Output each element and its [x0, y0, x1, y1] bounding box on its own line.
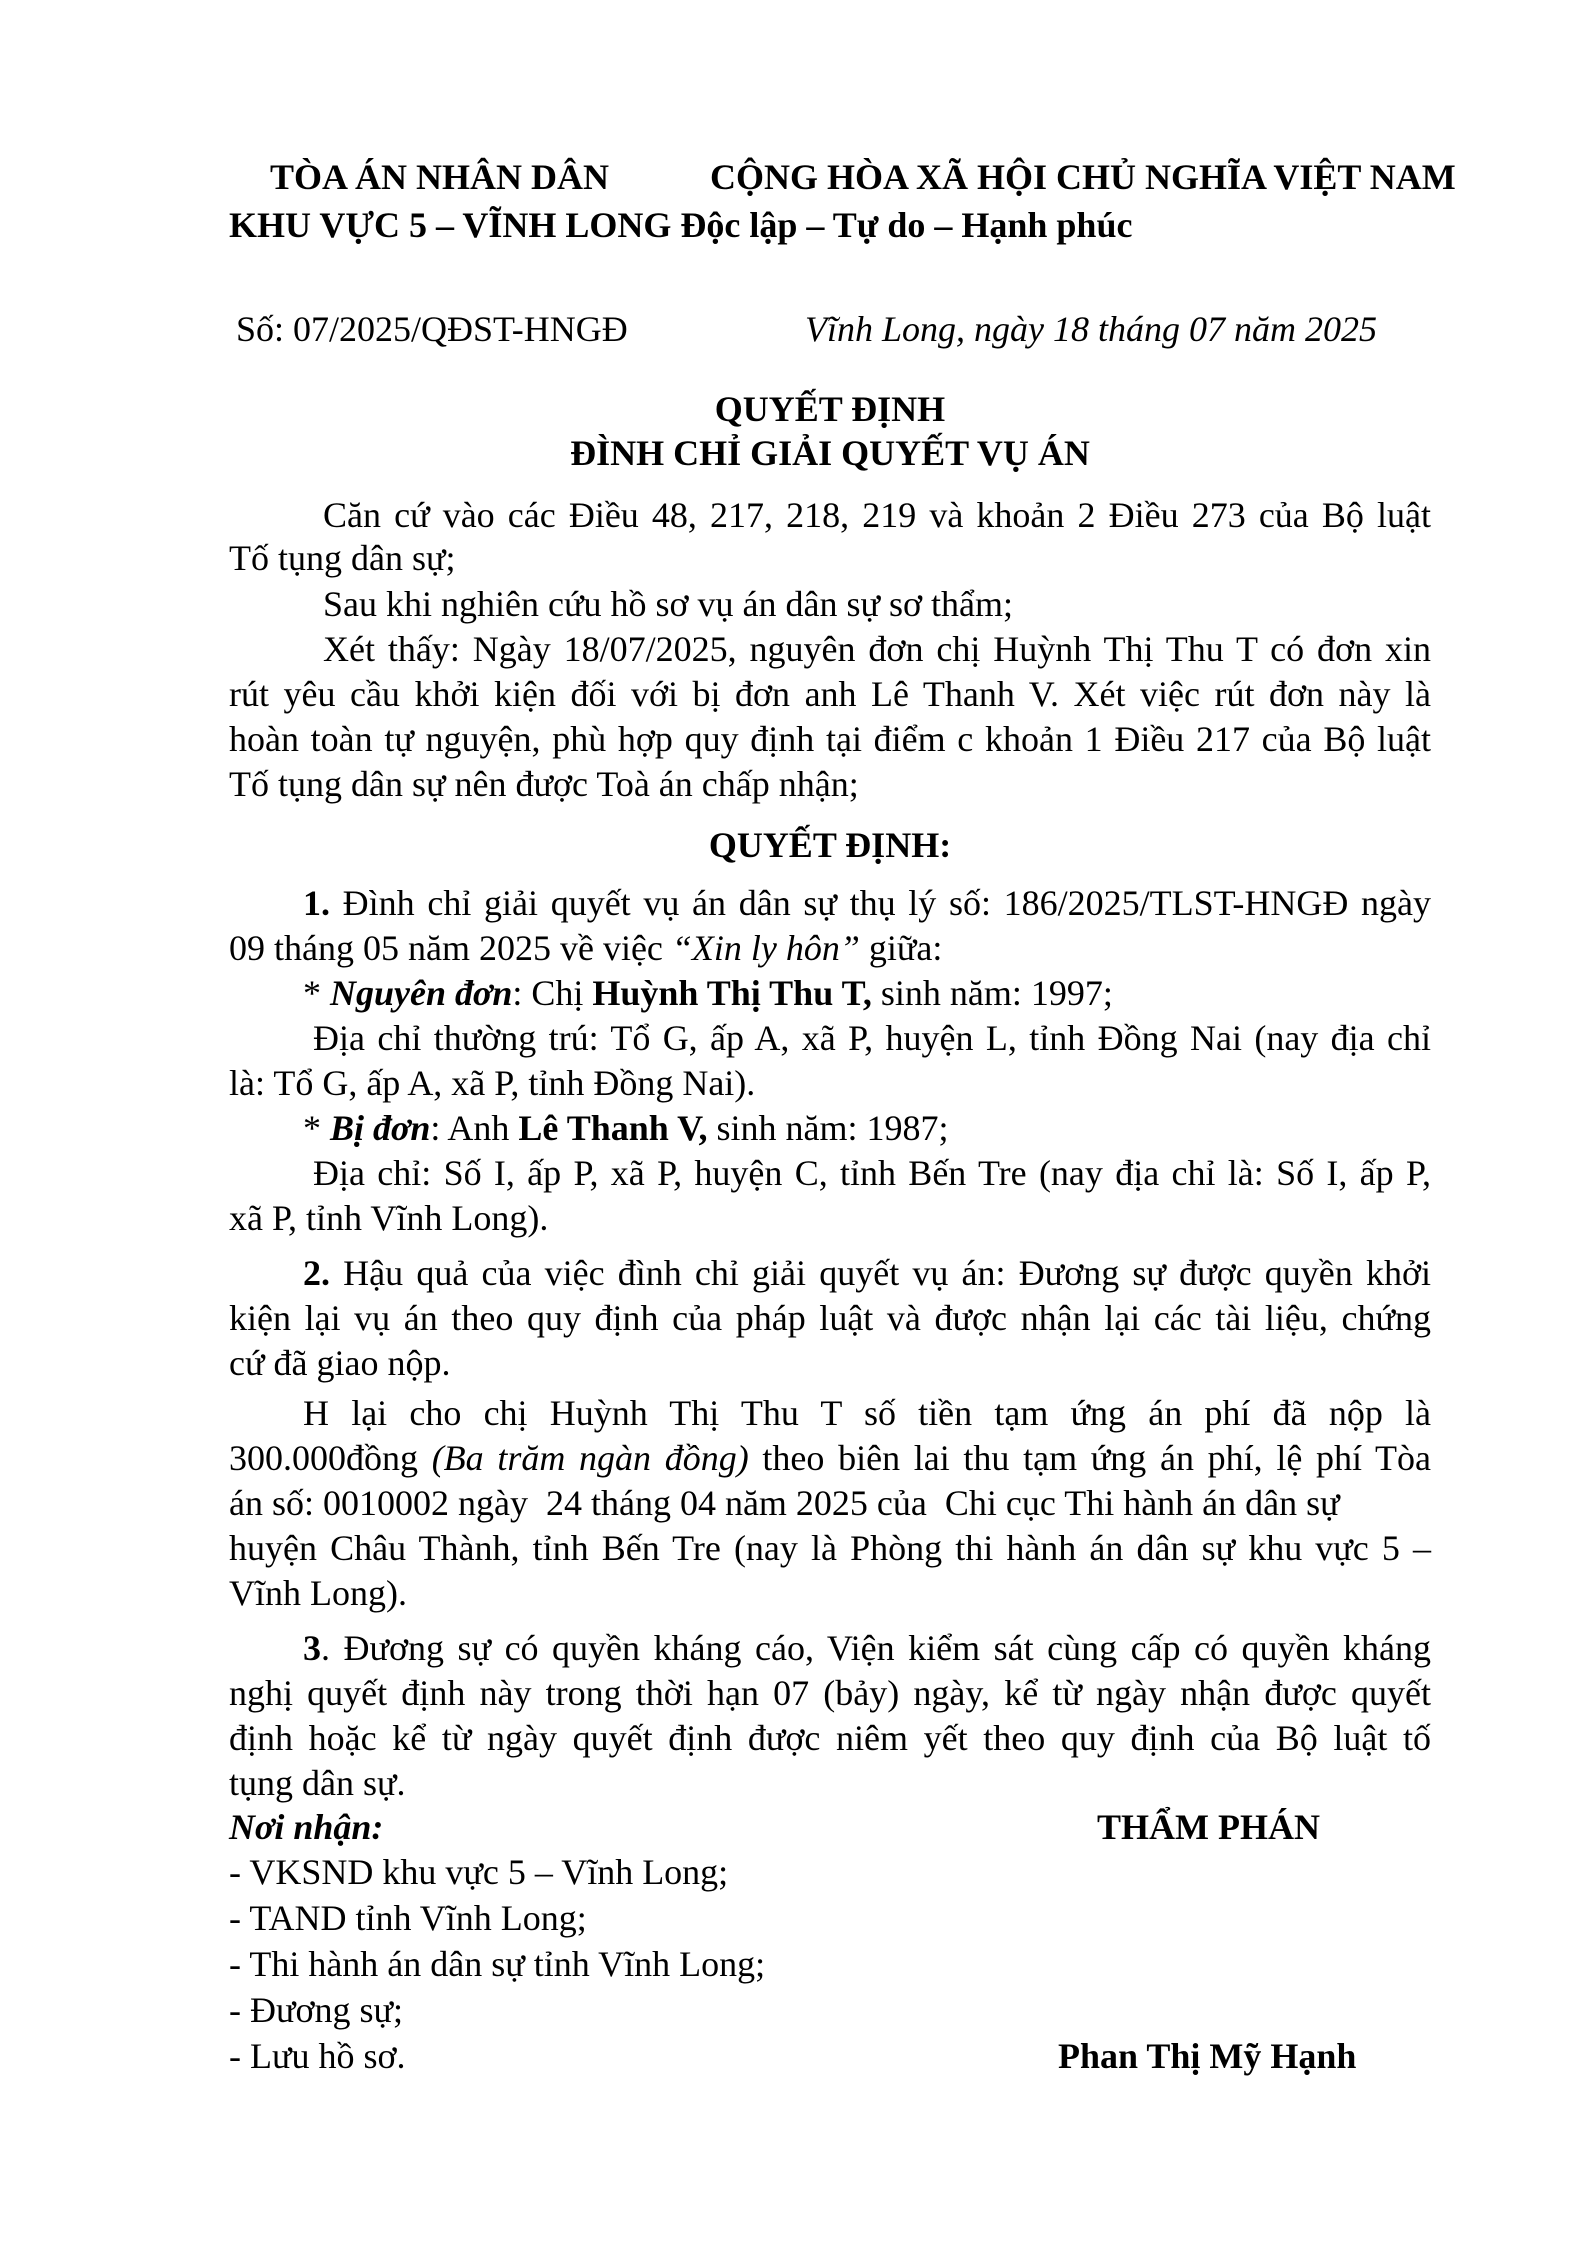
- court-region-text: KHU VỰC 5 – VĨNH LONG: [229, 205, 672, 245]
- item3-line1: [303, 1627, 1431, 1669]
- refund-line4: huyện Châu Thành, tỉnh Bến Tre (nay là Phòng thi hành án dân sự khu vực 5 –: [229, 1528, 1431, 1568]
- refund-line5: Vĩnh Long).: [229, 1573, 407, 1613]
- defendant-address-line1: Địa chỉ: Số I, ấp P, xã P, huyện C, tỉnh Bến Tre (nay địa chỉ là: Số I, ấp P,: [313, 1153, 1431, 1193]
- plaintiff-prefix: : Chị: [512, 973, 593, 1013]
- recipients-label: Nơi nhận:: [229, 1807, 384, 1847]
- item1-case-date: 09 tháng 05 năm 2025 về việc: [229, 928, 672, 968]
- item2-line3: cứ đã giao nộp.: [229, 1343, 451, 1383]
- item3-line4: tụng dân sự.: [229, 1763, 406, 1803]
- item1-case-subject: “Xin ly hôn”: [671, 928, 860, 968]
- refund-line2: [229, 1437, 1431, 1479]
- preamble-finding-line2: rút yêu cầu khởi kiện đối với bị đơn anh Lê Thanh V. Xét việc rút đơn này là: [229, 674, 1431, 714]
- plaintiff-address-line2: là: Tổ G, ấp A, xã P, tỉnh Đồng Nai).: [229, 1063, 756, 1103]
- defendant-name: Lê Thanh V,: [518, 1108, 708, 1148]
- recipient-item: - Lưu hồ sơ.: [229, 2036, 406, 2076]
- republic-name: CỘNG HÒA XÃ HỘI CHỦ NGHĨA VIỆT NAM: [710, 157, 1456, 197]
- item1-line1: [303, 882, 1431, 924]
- defendant-star: *: [303, 1108, 330, 1148]
- item2-line2: kiện lại vụ án theo quy định của pháp luật và được nhận lại các tài liệu, chứng: [229, 1298, 1431, 1338]
- defendant-line: [303, 1107, 949, 1149]
- plaintiff-name: Huỳnh Thị Thu T,: [592, 973, 872, 1013]
- item3-line3: định hoặc kể từ ngày quyết định được niêm yết theo quy định của Bộ luật tố: [229, 1718, 1431, 1758]
- preamble-finding-line4: Tố tụng dân sự nên được Toà án chấp nhận;: [229, 764, 859, 804]
- document-number: Số: 07/2025/QĐST-HNGĐ: [236, 309, 628, 349]
- judge-name: Phan Thị Mỹ Hạnh: [1058, 2036, 1357, 2076]
- document-title: QUYẾT ĐỊNH: [714, 389, 946, 429]
- preamble-basis-line1: Căn cứ vào các Điều 48, 217, 218, 219 và khoản 2 Điều 273 của Bộ luật: [323, 495, 1431, 535]
- item1-number: 1.: [303, 883, 330, 923]
- item1-text: Đình chỉ giải quyết vụ án dân sự thụ lý số: 186/2025/TLST-HNGĐ ngày: [330, 883, 1431, 923]
- place-date: Vĩnh Long, ngày 18 tháng 07 năm 2025: [805, 309, 1377, 349]
- document-subtitle: ĐÌNH CHỈ GIẢI QUYẾT VỤ ÁN: [570, 433, 1090, 473]
- defendant-address-line2: xã P, tỉnh Vĩnh Long).: [229, 1198, 549, 1238]
- plaintiff-address-line1: Địa chỉ thường trú: Tổ G, ấp A, xã P, huyện L, tỉnh Đồng Nai (nay địa chỉ: [313, 1018, 1431, 1058]
- court-region: [229, 204, 1132, 246]
- item3-text: . Đương sự có quyền kháng cáo, Viện kiểm sát cùng cấp có quyền kháng: [321, 1628, 1431, 1668]
- item1-between: giữa:: [859, 928, 943, 968]
- recipient-item: - VKSND khu vực 5 – Vĩnh Long;: [229, 1852, 729, 1892]
- item1-line2: [229, 927, 942, 969]
- refund-amount: 300.000đồng: [229, 1438, 432, 1478]
- judge-title: THẨM PHÁN: [1097, 1807, 1320, 1847]
- plaintiff-label: Nguyên đơn: [330, 973, 513, 1013]
- preamble-finding-line1: Xét thấy: Ngày 18/07/2025, nguyên đơn chị Huỳnh Thị Thu T có đơn xin: [323, 629, 1431, 669]
- refund-amount-words: (Ba trăm ngàn đồng): [431, 1438, 749, 1478]
- preamble-finding-line3: hoàn toàn tự nguyện, phù hợp quy định tại điểm c khoản 1 Điều 217 của Bộ luật: [229, 719, 1431, 759]
- defendant-birth: sinh năm: 1987;: [707, 1108, 949, 1148]
- recipient-item: - Đương sự;: [229, 1990, 404, 2030]
- recipient-item: - TAND tỉnh Vĩnh Long;: [229, 1898, 587, 1938]
- plaintiff-line: [303, 972, 1113, 1014]
- item3-line2: nghị quyết định này trong thời hạn 07 (bảy) ngày, kể từ ngày nhận được quyết: [229, 1673, 1431, 1713]
- item3-number: 3: [303, 1628, 321, 1668]
- decision-heading: QUYẾT ĐỊNH:: [708, 825, 952, 865]
- motto: Độc lập – Tự do – Hạnh phúc: [680, 205, 1133, 245]
- item2-number: 2.: [303, 1253, 330, 1293]
- refund-receipt: theo biên lai thu tạm ứng án phí, lệ phí Tòa: [748, 1438, 1431, 1478]
- preamble-review: Sau khi nghiên cứu hồ sơ vụ án dân sự sơ thẩm;: [323, 584, 1014, 624]
- defendant-prefix: : Anh: [430, 1108, 519, 1148]
- recipient-item: - Thi hành án dân sự tỉnh Vĩnh Long;: [229, 1944, 766, 1984]
- preamble-basis-line2: Tố tụng dân sự;: [229, 538, 456, 578]
- item2-line1: [303, 1252, 1431, 1294]
- refund-line1: H lại cho chị Huỳnh Thị Thu T số tiền tạm ứng án phí đã nộp là: [303, 1393, 1431, 1433]
- refund-line3: án số: 0010002 ngày 24 tháng 04 năm 2025 của Chi cục Thi hành án dân sự: [229, 1483, 1340, 1523]
- court-name: TÒA ÁN NHÂN DÂN: [270, 157, 610, 197]
- plaintiff-birth: sinh năm: 1997;: [871, 973, 1113, 1013]
- item2-text: Hậu quả của việc đình chỉ giải quyết vụ án: Đương sự được quyền khởi: [330, 1253, 1431, 1293]
- plaintiff-star: *: [303, 973, 330, 1013]
- defendant-label: Bị đơn: [330, 1108, 431, 1148]
